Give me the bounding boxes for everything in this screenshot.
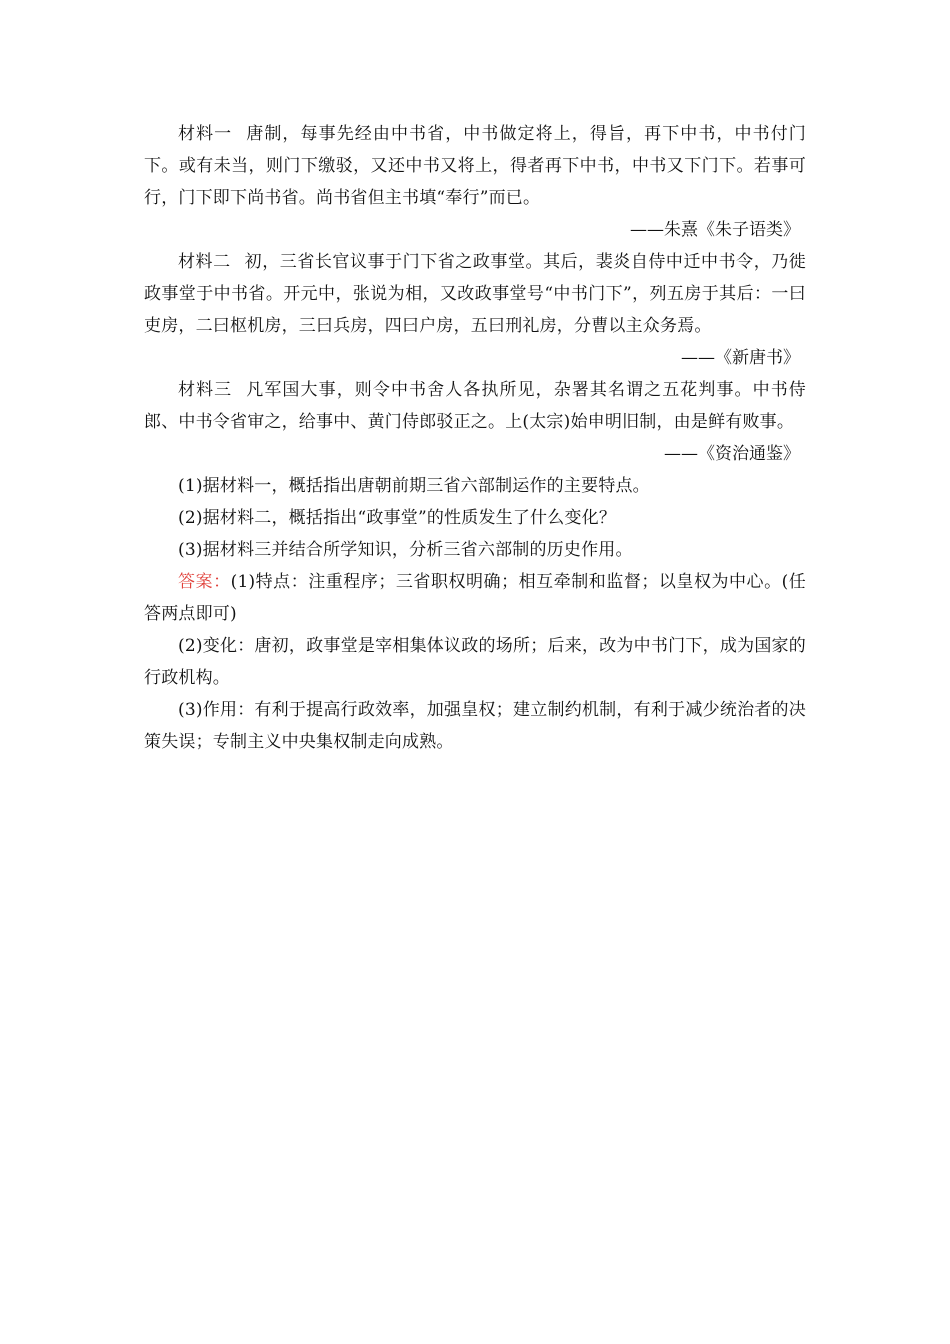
document-page [144, 118, 806, 758]
material-1 [144, 118, 806, 214]
question-3: (3)据材料三并结合所学知识，分析三省六部制的历史作用。 [178, 540, 633, 560]
material-3-label: 材料三 [178, 380, 233, 400]
answer-3: (3)作用：有利于提高行政效率，加强皇权；建立制约机制，有利于减少统治者的决策失误；专制主义中央集权制走向成熟。 [144, 700, 806, 752]
material-2-source: ——《新唐书》 [681, 348, 800, 368]
answer-label: 答案： [178, 572, 231, 592]
material-2-text: 初，三省长官议事于门下省之政事堂。其后，裴炎自侍中迁中书令，乃徙政事堂于中书省。开元中，张说为相，又改政事堂号“中书门下”，列五房于其后：一曰吏房，二曰枢机房，三曰兵房，四曰户房，五曰刑礼房，分曹以主众务焉。 [144, 252, 806, 336]
answer-1-text: (1)特点：注重程序；三省职权明确；相互牵制和监督；以皇权为中心。(任答两点即可) [144, 572, 806, 624]
material-1-source: ——朱熹《朱子语类》 [630, 220, 800, 240]
question-1: (1)据材料一，概括指出唐朝前期三省六部制运作的主要特点。 [178, 476, 650, 496]
material-2 [144, 246, 806, 342]
material-3 [144, 374, 806, 438]
material-3-source: ——《资治通鉴》 [664, 444, 800, 464]
question-2: (2)据材料二，概括指出“政事堂”的性质发生了什么变化？ [178, 508, 617, 528]
answer-2: (2)变化：唐初，政事堂是宰相集体议政的场所；后来，改为中书门下，成为国家的行政机构。 [144, 636, 806, 688]
material-3-text: 凡军国大事，则令中书舍人各执所见，杂署其名谓之五花判事。中书侍郎、中书令省审之，给事中、黄门侍郎驳正之。上(太宗)始申明旧制，由是鲜有败事。 [144, 380, 806, 432]
material-1-text: 唐制，每事先经由中书省，中书做定将上，得旨，再下中书，中书付门下。或有未当，则门下缴驳，又还中书又将上，得者再下中书，中书又下门下。若事可行，门下即下尚书省。尚书省但主书填“奉行”而已。 [144, 124, 806, 208]
material-2-label: 材料二 [178, 252, 231, 272]
material-1-label: 材料一 [178, 124, 233, 144]
answer-1 [144, 566, 806, 630]
